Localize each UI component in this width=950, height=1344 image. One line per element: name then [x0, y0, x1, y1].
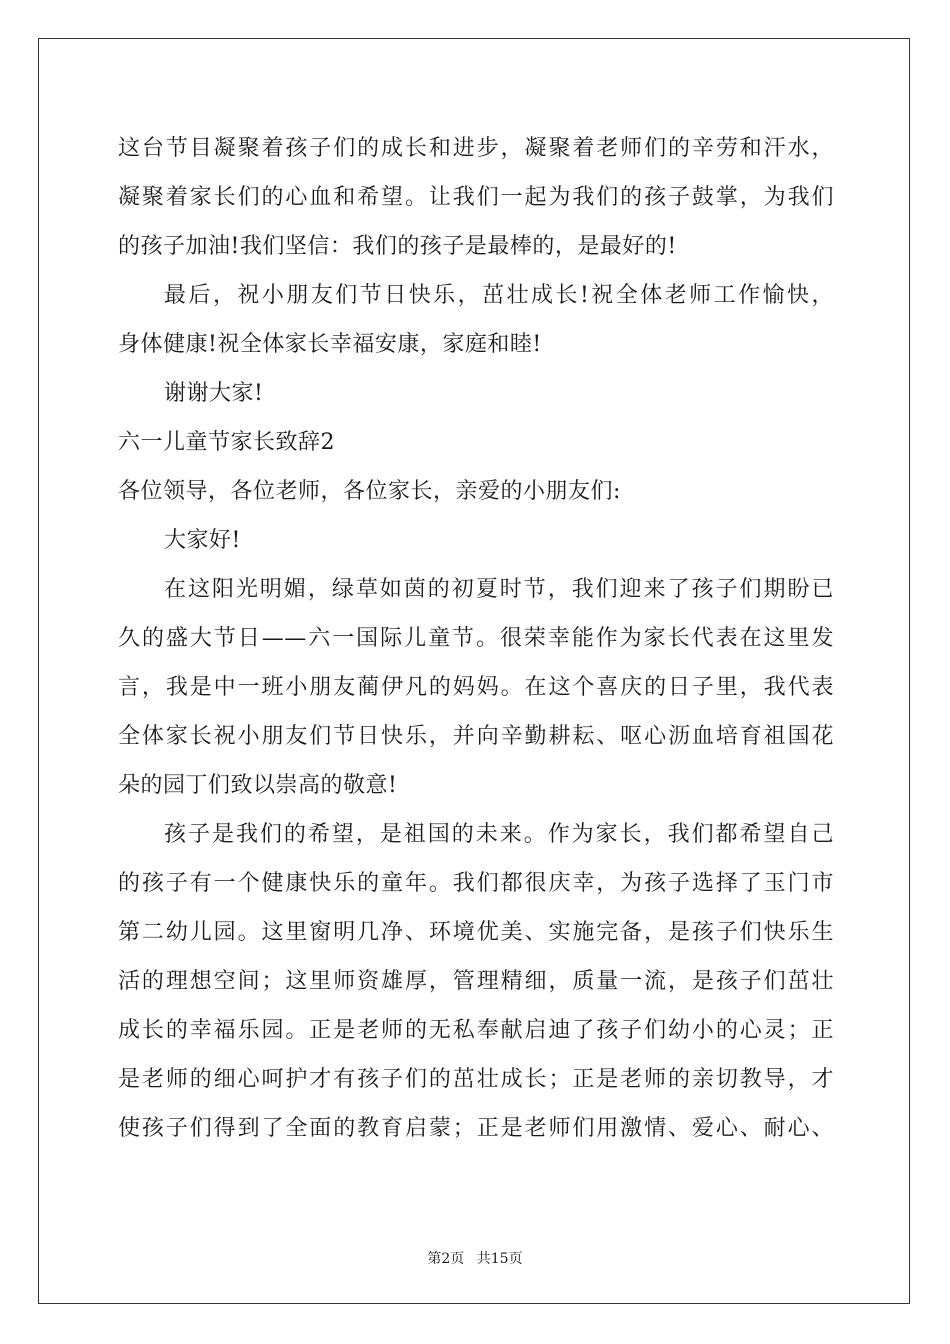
text-line: 使孩子们得到了全面的教育启蒙；正是老师们用激情、爱心、耐心、 — [118, 1116, 834, 1141]
text-line: 凝聚着家长们的心血和希望。让我们一起为我们的孩子鼓掌，为我们 — [118, 185, 834, 210]
text-line: 在这阳光明媚，绿草如茵的初夏时节，我们迎来了孩子们期盼已 — [164, 577, 834, 602]
document-body — [118, 124, 834, 1153]
text-line: 全体家长祝小朋友们节日快乐，并向辛勤耕耘、呕心沥血培育祖国花 — [118, 724, 834, 749]
text-line: 朵的园丁们致以崇高的敬意! — [118, 773, 398, 798]
text-line: 第二幼儿园。这里窗明几净、环境优美、实施完备，是孩子们快乐生 — [118, 920, 834, 945]
text-line: 孩子是我们的希望，是祖国的未来。作为家长，我们都希望自己 — [164, 822, 834, 847]
text-line: 成长的幸福乐园。正是老师的无私奉献启迪了孩子们幼小的心灵；正 — [118, 1018, 834, 1043]
text-line: 言，我是中一班小朋友蔺伊凡的妈妈。在这个喜庆的日子里，我代表 — [118, 675, 834, 700]
text-line: 大家好! — [164, 528, 241, 553]
text-line: 六一儿童节家长致辞2 — [118, 430, 335, 455]
text-line: 的孩子有一个健康快乐的童年。我们都很庆幸，为孩子选择了玉门市 — [118, 871, 834, 896]
text-line: 这台节目凝聚着孩子们的成长和进步，凝聚着老师们的辛劳和汗水， — [118, 136, 834, 161]
page-number: 第2页 — [427, 1251, 465, 1267]
page-total: 共15页 — [476, 1251, 523, 1267]
text-line: 各位领导，各位老师，各位家长，亲爱的小朋友们: — [118, 479, 621, 504]
page-footer — [0, 1248, 950, 1268]
text-line: 久的盛大节日——六一国际儿童节。很荣幸能作为家长代表在这里发 — [118, 626, 834, 651]
text-line: 是老师的细心呵护才有孩子们的茁壮成长；正是老师的亲切教导，才 — [118, 1067, 834, 1092]
text-line: 活的理想空间；这里师资雄厚，管理精细，质量一流，是孩子们茁壮 — [118, 969, 834, 994]
text-line: 最后，祝小朋友们节日快乐，茁壮成长!祝全体老师工作愉快， — [164, 283, 834, 308]
text-line: 谢谢大家! — [164, 381, 264, 406]
text-line: 的孩子加油!我们坚信：我们的孩子是最棒的，是最好的! — [118, 234, 677, 259]
text-line: 身体健康!祝全体家长幸福安康，家庭和睦! — [118, 332, 542, 357]
